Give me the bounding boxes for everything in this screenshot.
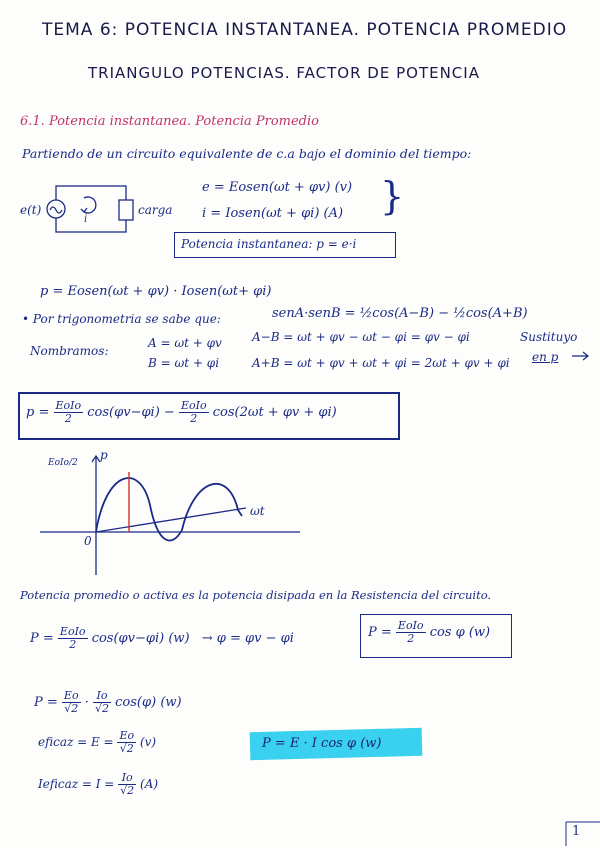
page-title: TEMA 6: POTENCIA INSTANTANEA. POTENCIA PROMEDIO — [42, 20, 568, 40]
trig-intro: • Por trigonometria se sabe que: — [22, 312, 221, 326]
voltage-equation: e = Eosen(ωt + φv) (v) — [202, 180, 353, 195]
p-result: p = $\frac{\text{EoIo}}{2}$ cos(φv−φi) − $\frac{\text{EoIo}}{2}$ cos(2ωt + φv + φi) — [26, 399, 337, 425]
eficaz-e: eficaz = E = $\frac{Eo}{√2}$ (v) — [38, 729, 157, 755]
graph-y-label: p — [100, 448, 108, 462]
name-intro: Nombramos: — [30, 344, 109, 358]
p-expansion: p = Eosen(ωt + φv) · Iosen(ωt+ φi) — [40, 284, 272, 299]
section-heading: 6.1. Potencia instantanea. Potencia Promedio — [20, 114, 319, 129]
highlight-formula: P = E · I cos φ (w) — [262, 736, 382, 751]
trig-identity: senA·senB = ½cos(A−B) − ½cos(A+B) — [272, 306, 528, 321]
graph-x-label: ωt — [250, 504, 265, 518]
intro-text: Partiendo de un circuito equivalente de c.a bajo el dominio del tiempo: — [22, 146, 472, 161]
eficaz-i: Ieficaz = I = $\frac{Io}{√2}$ (A) — [38, 771, 159, 797]
substitute-label: Sustituyo — [520, 330, 578, 344]
circuit-current-label: i — [84, 214, 88, 225]
average-power-boxed: P = $\frac{\text{EoIo}}{2}$ cos φ (w) — [368, 619, 491, 645]
page-number: 1 — [572, 824, 581, 839]
instant-power-text: Potencia instantanea: p = e·i — [181, 237, 357, 251]
page-subtitle: TRIANGULO POTENCIAS. FACTOR DE POTENCIA — [88, 64, 480, 82]
substitute-target: en p — [532, 350, 559, 364]
rms-power-formula: P = $\frac{Eo}{√2}$ · $\frac{Io}{√2}$ cos(φ) (w) — [34, 689, 182, 715]
current-equation: i = Iosen(ωt + φi) (A) — [202, 206, 344, 221]
circuit-load-label: carga — [138, 203, 173, 217]
a-minus-b: A−B = ωt + φv − ωt − φi = φv − φi — [252, 330, 470, 344]
brace: } — [380, 174, 405, 218]
a-definition: A = ωt + φv — [148, 336, 222, 350]
graph-origin: 0 — [84, 534, 92, 548]
b-definition: B = ωt + φi — [148, 356, 220, 370]
graph-y-side-label: EoIo/2 — [48, 458, 78, 468]
circuit-source-label: e(t) — [20, 203, 42, 217]
a-plus-b: A+B = ωt + φv + ωt + φi = 2ωt + φv + φi — [252, 356, 510, 370]
average-power-formula: P = $\frac{\text{EoIo}}{2}$ cos(φv−φi) (w) → φ = φv − φi — [30, 625, 294, 651]
average-power-intro: Potencia promedio o activa es la potencia disipada en la Resistencia del circuito. — [20, 588, 492, 602]
